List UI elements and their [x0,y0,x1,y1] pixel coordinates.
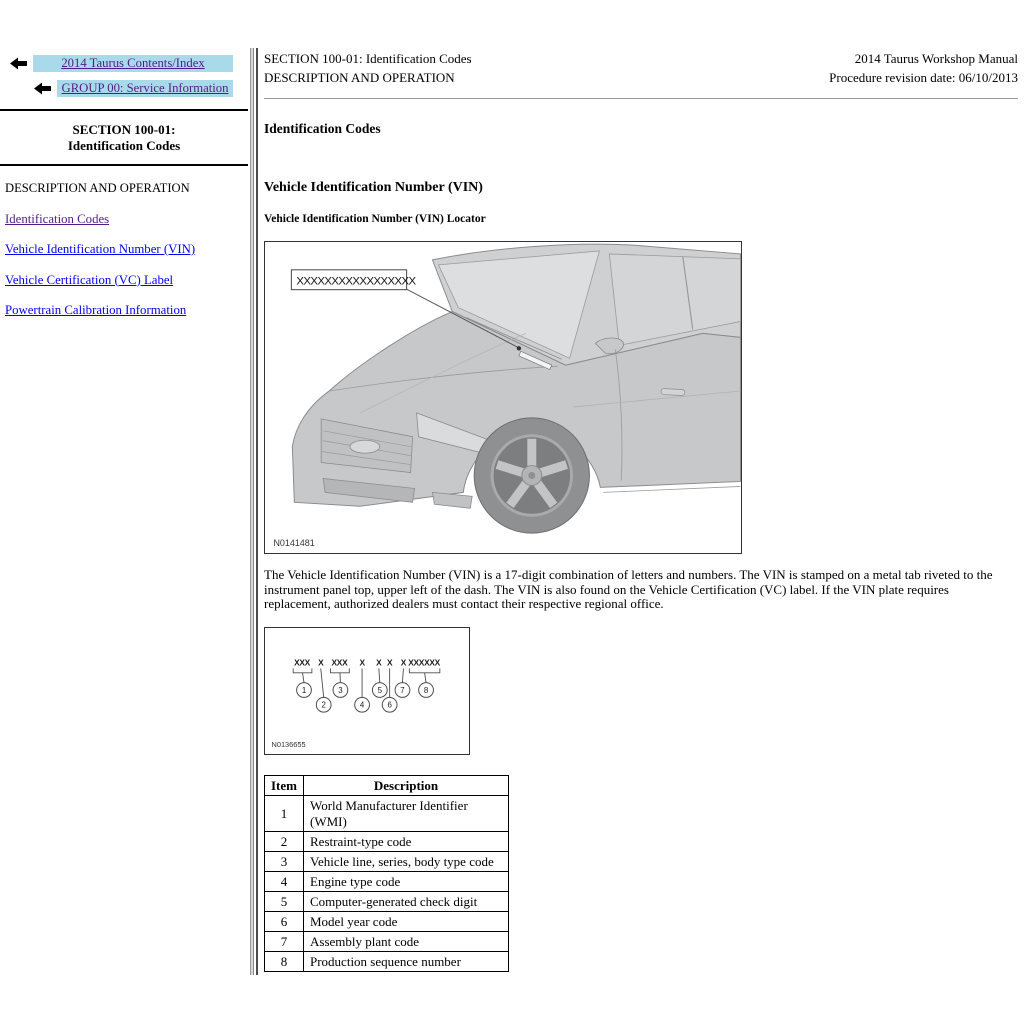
back-arrow-icon[interactable] [34,82,52,95]
vin-locator-figure [264,241,742,554]
vin-items-table [264,775,509,972]
vin-group-text: X [376,657,382,668]
header-divider [264,98,1018,99]
vin-group-text: XXX [331,657,348,668]
vin-callout-number: 6 [387,700,392,710]
highlighted-link-box [57,80,233,97]
page-header [264,48,1018,87]
vin-location-dot [517,346,521,350]
brand-oval-badge [350,440,380,453]
vin-breakdown-figure [264,627,470,755]
sidebar-link-2 [5,242,248,257]
vin-callout-number: 4 [359,700,365,710]
table-row [265,952,509,972]
sidebar-link[interactable]: Identification Codes [5,211,110,226]
car-fog-lamp [432,492,472,508]
figure-id-label: N0136655 [271,740,306,750]
table-header-cell: Item [265,776,304,796]
heading-vin: Vehicle Identification Number (VIN) [264,180,483,195]
table-cell-item: 6 [265,912,304,932]
table-cell-item: 7 [265,932,304,952]
sidebar-group-heading: DESCRIPTION AND OPERATION [5,181,190,195]
table-cell-description: Engine type code [304,872,509,892]
heading-identification-codes: Identification Codes [264,121,381,136]
group00-link[interactable]: GROUP 00: Service Information [61,81,229,95]
sidebar-item-contents-index[interactable] [0,55,248,72]
vin-callout-number: 3 [338,685,343,695]
table-header-cell: Description [304,776,509,796]
table-cell-description: Model year code [304,912,509,932]
navigation-sidebar [0,55,248,318]
vin-group-bracket [331,668,350,672]
table-cell-description: Vehicle line, series, body type code [304,852,509,872]
contents-index-link[interactable]: 2014 Taurus Contents/Index [61,56,205,70]
table-cell-item: 8 [265,952,304,972]
car-front-wheel [474,418,589,533]
vin-callout-number: 2 [321,700,326,710]
frame-divider-bar [250,48,254,975]
table-row [265,832,509,852]
table-header-row [265,776,509,796]
table-cell-description: Production sequence number [304,952,509,972]
table-row [265,852,509,872]
content-frame [264,48,1018,972]
frame-divider-line [256,48,258,975]
table-cell-item: 1 [265,796,304,832]
vin-breakdown-diagram [265,628,469,754]
vin-label-text: XXXXXXXXXXXXXXXXX [296,275,416,288]
table-row [265,932,509,952]
section-title-line2: Identification Codes [67,138,181,153]
heading-vin-locator: Vehicle Identification Number (VIN) Locator [264,213,486,225]
header-section-subtitle: DESCRIPTION AND OPERATION [264,69,455,85]
car-door-handle [661,388,685,395]
page-header-right [829,50,1018,87]
vin-description-paragraph: The Vehicle Identification Number (VIN) is a 17-digit combination of letters and numbers. The VIN is stamped on a metal tab riveted to the instrument panel top, upper left of the dash. The VIN is also found on the Vehicle Certification (VC) label. If the VIN plate requires replacement, authorized dealers must contact their respective regional office. [264,567,993,612]
figure-id-label: N0141481 [273,538,315,549]
sidebar-link[interactable]: Powertrain Calibration Information [5,303,187,317]
table-cell-description: Restraint-type code [304,832,509,852]
table-row [265,892,509,912]
table-cell-item: 3 [265,852,304,872]
vin-group-text: X [318,657,324,668]
table-cell-item: 4 [265,872,304,892]
table-cell-item: 5 [265,892,304,912]
sidebar-section-title [0,122,248,154]
sidebar-link[interactable]: Vehicle Identification Number (VIN) [5,242,196,256]
sidebar-divider [0,164,248,166]
table-row [265,912,509,932]
sidebar-link-4 [5,303,248,318]
back-arrow-icon[interactable] [10,57,28,70]
header-revision-date: Procedure revision date: 06/10/2013 [829,69,1018,85]
table-cell-description: Assembly plant code [304,932,509,952]
table-row [265,796,509,832]
table-cell-description: Computer-generated check digit [304,892,509,912]
table-row [265,872,509,892]
header-manual-title: 2014 Taurus Workshop Manual [854,51,1018,66]
vin-group-bracket [409,668,440,672]
highlighted-link-box [33,55,233,72]
sidebar-item-group00[interactable] [0,80,248,97]
vin-group-text: XXXXXX [408,657,440,668]
vin-callout-number: 7 [400,685,405,695]
section-title-line1: SECTION 100-01: [72,122,176,137]
vin-group-text: X [387,657,393,668]
vin-group-text: XXX [294,657,310,668]
table-cell-description: World Manufacturer Identifier (WMI) [304,796,509,832]
vin-group-bracket [293,668,312,672]
table-cell-item: 2 [265,832,304,852]
sidebar-link-3 [5,273,248,288]
vin-group-text: X [359,657,365,668]
vin-group-text: X [400,657,407,668]
frame-divider[interactable] [250,48,258,975]
sidebar-link-list [0,212,248,319]
vin-callout-number: 1 [301,685,307,695]
page-header-left [264,50,472,87]
car-illustration [265,242,741,553]
header-section-title: SECTION 100-01: Identification Codes [264,51,472,66]
vin-callout-number: 5 [377,685,382,695]
sidebar-link[interactable]: Vehicle Certification (VC) Label [5,272,174,287]
vin-callout-number: 8 [423,685,429,695]
sidebar-divider [0,109,248,111]
sidebar-link-1 [5,212,248,227]
